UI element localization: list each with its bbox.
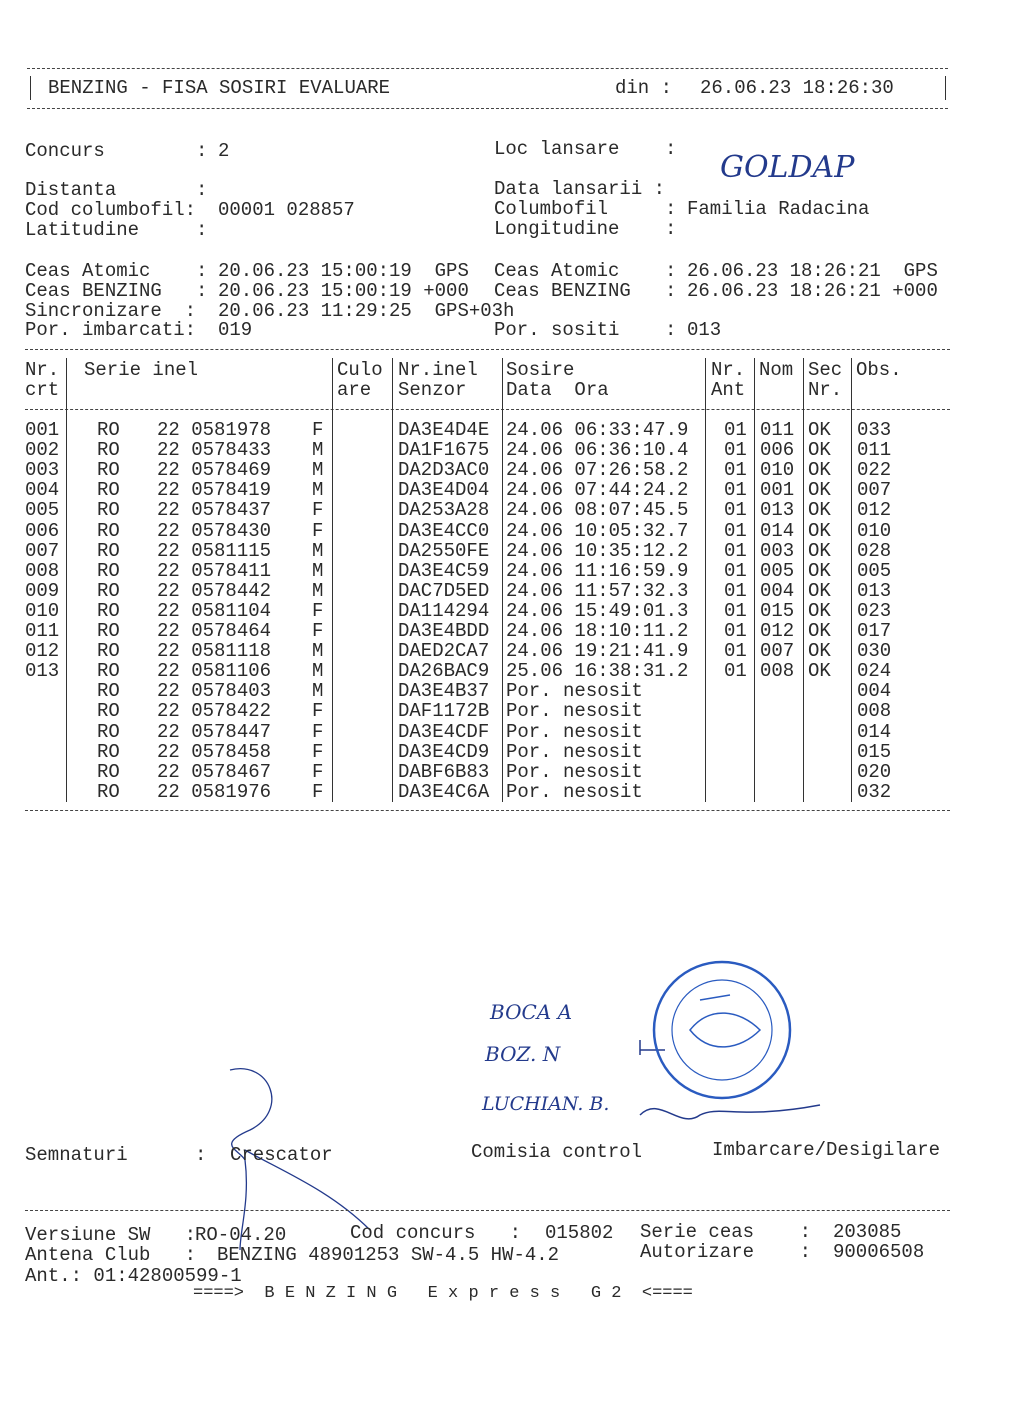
cell-sosire: Por. nesosit xyxy=(506,740,643,763)
cell-sosire: Por. nesosit xyxy=(506,680,643,703)
cell-obs: 007 xyxy=(857,479,892,502)
cell-sec: OK xyxy=(808,499,831,522)
col-sosire-header-2: Data Ora xyxy=(506,379,609,401)
cell-sosire: Por. nesosit xyxy=(506,760,643,783)
cell-serie: 22 0578467 xyxy=(157,760,272,783)
cell-tara: RO xyxy=(97,439,120,462)
ceas-atomic-label-end: Ceas Atomic : xyxy=(494,260,677,282)
cell-sec: OK xyxy=(808,620,831,642)
cell-serie: 22 0578447 xyxy=(157,720,272,743)
cell-nr: 013 xyxy=(25,660,60,683)
cell-nr: 011 xyxy=(25,620,60,642)
cell-ant: 01 xyxy=(724,539,747,562)
antena-label: Antena Club : xyxy=(25,1244,197,1266)
stamp-icon xyxy=(654,962,790,1098)
cell-tara: RO xyxy=(97,720,120,743)
cell-nom: 008 xyxy=(760,660,795,683)
cell-sosire: Por. nesosit xyxy=(506,780,643,803)
cell-senzor: DA114294 xyxy=(398,599,490,622)
handwritten-name-1: BOCA A xyxy=(490,1000,573,1024)
cell-obs: 004 xyxy=(857,680,892,703)
comisia-label: Comisia control xyxy=(471,1141,643,1163)
columbofil-label: Columbofil : xyxy=(494,198,677,220)
sositi-value: 013 xyxy=(687,319,722,341)
imbarcati-value: 019 xyxy=(218,319,253,341)
versiune-value: RO-04.20 xyxy=(195,1224,287,1246)
columbofil-value: Familia Radacina xyxy=(687,198,870,220)
col-senzor-header: Nr.inel xyxy=(398,359,478,381)
cell-sosire: 24.06 10:35:12.2 xyxy=(506,539,689,562)
handwritten-name-2: BOZ. N xyxy=(485,1042,561,1066)
sincronizare-value: 20.06.23 11:29:25 GPS+03h xyxy=(218,300,515,322)
imbarcati-label: Por. imbarcati: xyxy=(25,319,197,341)
serie-ceas-label: Serie ceas : xyxy=(640,1221,812,1243)
cod-concurs-label: Cod concurs : xyxy=(350,1222,522,1244)
cell-sec: OK xyxy=(808,660,831,683)
cell-serie: 22 0578411 xyxy=(157,559,272,582)
cell-sex: M xyxy=(312,680,324,703)
autorizare-value: 90006508 xyxy=(833,1241,925,1263)
cell-tara: RO xyxy=(97,680,120,703)
cell-sex: F xyxy=(312,760,324,783)
loc-lansare-handwritten: GOLDAP xyxy=(720,150,855,185)
cell-sec: OK xyxy=(808,519,831,542)
cell-ant: 01 xyxy=(724,559,747,582)
cell-nom: 014 xyxy=(760,519,795,542)
cell-nom: 007 xyxy=(760,640,795,663)
cell-nr: 001 xyxy=(25,419,60,441)
arrow-mark xyxy=(640,1040,665,1055)
cell-obs: 033 xyxy=(857,419,892,441)
cell-serie: 22 0581115 xyxy=(157,539,272,562)
cell-senzor: DA3E4CD9 xyxy=(398,740,490,763)
sositi-label: Por. sositi : xyxy=(494,319,677,341)
cell-sex: M xyxy=(312,640,324,663)
antena-id: Ant.: 01:42800599-1 xyxy=(25,1265,242,1287)
cell-senzor: DA1F1675 xyxy=(398,439,490,462)
data-lansarii-label: Data lansarii : xyxy=(494,178,666,200)
cell-sosire: 24.06 07:26:58.2 xyxy=(506,459,689,482)
cell-sosire: 24.06 18:10:11.2 xyxy=(506,620,689,642)
cell-sec: OK xyxy=(808,640,831,663)
cell-obs: 017 xyxy=(857,620,892,642)
cell-sex: M xyxy=(312,479,324,502)
col-nom-header: Nom xyxy=(759,359,794,381)
cell-ant: 01 xyxy=(724,499,747,522)
cell-obs: 030 xyxy=(857,640,892,663)
cell-senzor: DA3E4CC0 xyxy=(398,519,490,542)
cell-sex: F xyxy=(312,519,324,542)
cell-obs: 005 xyxy=(857,559,892,582)
cell-sec: OK xyxy=(808,579,831,602)
date-label: din : xyxy=(615,77,673,99)
cell-obs: 015 xyxy=(857,740,892,763)
cell-serie: 22 0578437 xyxy=(157,499,272,522)
cell-ant: 01 xyxy=(724,599,747,622)
cell-obs: 014 xyxy=(857,720,892,743)
cell-sex: M xyxy=(312,559,324,582)
cell-sex: M xyxy=(312,660,324,683)
col-obs-header: Obs. xyxy=(856,359,902,381)
cell-senzor: DAED2CA7 xyxy=(398,640,490,663)
cell-tara: RO xyxy=(97,479,120,502)
cell-sosire: 24.06 06:33:47.9 xyxy=(506,419,689,441)
cell-nr: 005 xyxy=(25,499,60,522)
ceas-atomic-start: 20.06.23 15:00:19 GPS xyxy=(218,260,469,282)
cell-senzor: DA3E4C6A xyxy=(398,780,490,803)
cell-senzor: DA2D3AC0 xyxy=(398,459,490,482)
cell-sex: F xyxy=(312,740,324,763)
cell-nom: 004 xyxy=(760,579,795,602)
semnaturi-label: Semnaturi xyxy=(25,1144,128,1166)
serie-ceas-value: 203085 xyxy=(833,1221,902,1243)
col-sosire-header: Sosire xyxy=(506,359,575,381)
col-nr-header: Nr. xyxy=(25,359,60,381)
cell-sex: M xyxy=(312,439,324,462)
cell-serie: 22 0581118 xyxy=(157,640,272,663)
cell-serie: 22 0578430 xyxy=(157,519,272,542)
cell-nom: 012 xyxy=(760,620,795,642)
cell-sec: OK xyxy=(808,599,831,622)
cell-sex: M xyxy=(312,459,324,482)
latitudine-label: Latitudine : xyxy=(25,219,208,241)
cod-columbofil-label: Cod columbofil: xyxy=(25,199,197,221)
cell-nom: 010 xyxy=(760,459,795,482)
cell-ant: 01 xyxy=(724,479,747,502)
cell-serie: 22 0581106 xyxy=(157,660,272,683)
cell-ant: 01 xyxy=(724,459,747,482)
cell-serie: 22 0581978 xyxy=(157,419,272,441)
cell-sex: F xyxy=(312,700,324,723)
distanta-label: Distanta : xyxy=(25,179,208,201)
ceas-benzing-label-end: Ceas BENZING : xyxy=(494,280,677,302)
col-senzor-header-2: Senzor xyxy=(398,379,467,401)
cell-sosire: 24.06 10:05:32.7 xyxy=(506,519,689,542)
col-culoare-header-2: are xyxy=(337,379,372,401)
cell-sex: F xyxy=(312,419,324,441)
cell-nom: 013 xyxy=(760,499,795,522)
cell-tara: RO xyxy=(97,559,120,582)
sincronizare-label: Sincronizare : xyxy=(25,300,197,322)
col-sec-header-2: Nr. xyxy=(808,379,843,401)
cell-ant: 01 xyxy=(724,640,747,663)
cell-nr: 010 xyxy=(25,599,60,622)
cell-sec: OK xyxy=(808,459,831,482)
cell-obs: 011 xyxy=(857,439,892,462)
cell-sex: F xyxy=(312,620,324,642)
col-nr-header-2: crt xyxy=(25,379,60,401)
cell-sosire: Por. nesosit xyxy=(506,720,643,743)
cell-ant: 01 xyxy=(724,419,747,441)
cell-tara: RO xyxy=(97,780,120,803)
brand-line: ====> B E N Z I N G E x p r e s s G 2 <==== xyxy=(193,1284,693,1303)
cell-nom: 006 xyxy=(760,439,795,462)
cell-nr: 009 xyxy=(25,579,60,602)
cell-sex: F xyxy=(312,599,324,622)
cell-nom: 001 xyxy=(760,479,795,502)
semnaturi-colon: : xyxy=(195,1144,207,1166)
imbarcare-label: Imbarcare/Desigilare xyxy=(712,1139,941,1161)
cell-sex: F xyxy=(312,720,324,743)
cell-sosire: 24.06 07:44:24.2 xyxy=(506,479,689,502)
cell-senzor: DA3E4D4E xyxy=(398,419,490,441)
cell-obs: 022 xyxy=(857,459,892,482)
cell-serie: 22 0578442 xyxy=(157,579,272,602)
col-culoare-header: Culo xyxy=(337,359,383,381)
cell-ant: 01 xyxy=(724,620,747,642)
cell-sosire: 24.06 08:07:45.5 xyxy=(506,499,689,522)
cell-senzor: DA3E4B37 xyxy=(398,680,490,703)
ceas-benzing-label: Ceas BENZING : xyxy=(25,280,208,302)
ceas-benzing-start: 20.06.23 15:00:19 +000 xyxy=(218,280,469,302)
cell-senzor: DA3E4D04 xyxy=(398,479,490,502)
cell-tara: RO xyxy=(97,640,120,663)
cell-sosire: 24.06 11:16:59.9 xyxy=(506,559,689,582)
loc-lansare-label: Loc lansare : xyxy=(494,138,677,160)
cod-concurs-value: 015802 xyxy=(545,1222,614,1244)
cell-senzor: DAF1172B xyxy=(398,700,490,723)
cell-obs: 023 xyxy=(857,599,892,622)
autorizare-label: Autorizare : xyxy=(640,1241,812,1263)
cell-sosire: 24.06 11:57:32.3 xyxy=(506,579,689,602)
cell-sex: M xyxy=(312,579,324,602)
cell-ant: 01 xyxy=(724,660,747,683)
cell-serie: 22 0578419 xyxy=(157,479,272,502)
cell-tara: RO xyxy=(97,660,120,683)
cell-obs: 032 xyxy=(857,780,892,803)
cell-serie: 22 0581976 xyxy=(157,780,272,803)
cell-nr: 006 xyxy=(25,519,60,542)
cell-nom: 011 xyxy=(760,419,795,441)
versiune-label: Versiune SW : xyxy=(25,1224,197,1246)
cell-serie: 22 0578464 xyxy=(157,620,272,642)
cell-sex: M xyxy=(312,539,324,562)
cell-senzor: DA26BAC9 xyxy=(398,660,490,683)
cell-senzor: DAC7D5ED xyxy=(398,579,490,602)
cell-tara: RO xyxy=(97,539,120,562)
cell-obs: 008 xyxy=(857,700,892,723)
document-title: BENZING - FISA SOSIRI EVALUARE xyxy=(48,77,391,99)
footer-rule xyxy=(25,1210,950,1211)
cell-senzor: DA2550FE xyxy=(398,539,490,562)
cell-nr: 007 xyxy=(25,539,60,562)
cell-serie: 22 0581104 xyxy=(157,599,272,622)
cell-sosire: 24.06 19:21:41.9 xyxy=(506,640,689,663)
cell-tara: RO xyxy=(97,599,120,622)
concurs-value: 2 xyxy=(218,140,230,162)
cell-tara: RO xyxy=(97,419,120,441)
cell-obs: 024 xyxy=(857,660,892,683)
cell-sec: OK xyxy=(808,419,831,441)
cell-tara: RO xyxy=(97,499,120,522)
cell-nom: 005 xyxy=(760,559,795,582)
col-ant-header: Nr. xyxy=(711,359,746,381)
col-serie-header: Serie inel xyxy=(84,359,199,381)
cell-ant: 01 xyxy=(724,519,747,542)
cell-nr: 002 xyxy=(25,439,60,462)
cell-serie: 22 0578458 xyxy=(157,740,272,763)
cell-senzor: DA253A28 xyxy=(398,499,490,522)
cell-sosire: 24.06 15:49:01.3 xyxy=(506,599,689,622)
cod-columbofil-value: 00001 028857 xyxy=(218,199,355,221)
cell-ant: 01 xyxy=(724,439,747,462)
cell-nr: 004 xyxy=(25,479,60,502)
cell-tara: RO xyxy=(97,459,120,482)
handwritten-name-3: LUCHIAN. B. xyxy=(482,1093,610,1115)
cell-obs: 010 xyxy=(857,519,892,542)
col-sec-header: Sec xyxy=(808,359,843,381)
cell-sec: OK xyxy=(808,539,831,562)
ceas-benzing-end: 26.06.23 18:26:21 +000 xyxy=(687,280,938,302)
cell-sosire: 25.06 16:38:31.2 xyxy=(506,660,689,683)
cell-nr: 012 xyxy=(25,640,60,663)
commission-signature xyxy=(640,1105,820,1119)
cell-senzor: DA3E4BDD xyxy=(398,620,490,642)
cell-nr: 003 xyxy=(25,459,60,482)
cell-senzor: DA3E4C59 xyxy=(398,559,490,582)
cell-senzor: DABF6B83 xyxy=(398,760,490,783)
cell-serie: 22 0578422 xyxy=(157,700,272,723)
antena-value: BENZING 48901253 SW-4.5 HW-4.2 xyxy=(217,1244,560,1266)
cell-nom: 003 xyxy=(760,539,795,562)
col-ant-header-2: Ant xyxy=(711,379,746,401)
cell-serie: 22 0578469 xyxy=(157,459,272,482)
cell-sosire: Por. nesosit xyxy=(506,700,643,723)
cell-serie: 22 0578433 xyxy=(157,439,272,462)
ceas-atomic-end: 26.06.23 18:26:21 GPS xyxy=(687,260,938,282)
cell-serie: 22 0578403 xyxy=(157,680,272,703)
concurs-label: Concurs : xyxy=(25,140,208,162)
ceas-atomic-label: Ceas Atomic : xyxy=(25,260,208,282)
cell-obs: 028 xyxy=(857,539,892,562)
cell-obs: 013 xyxy=(857,579,892,602)
cell-sex: F xyxy=(312,780,324,803)
cell-tara: RO xyxy=(97,760,120,783)
cell-tara: RO xyxy=(97,519,120,542)
cell-obs: 020 xyxy=(857,760,892,783)
cell-sosire: 24.06 06:36:10.4 xyxy=(506,439,689,462)
date-value: 26.06.23 18:26:30 xyxy=(700,77,894,99)
longitudine-label: Longitudine : xyxy=(494,218,677,240)
cell-sex: F xyxy=(312,499,324,522)
cell-nr: 008 xyxy=(25,559,60,582)
cell-ant: 01 xyxy=(724,579,747,602)
cell-sec: OK xyxy=(808,559,831,582)
crescator-label: Crescator xyxy=(230,1144,333,1166)
cell-obs: 012 xyxy=(857,499,892,522)
cell-sec: OK xyxy=(808,479,831,502)
cell-senzor: DA3E4CDF xyxy=(398,720,490,743)
cell-sec: OK xyxy=(808,439,831,462)
cell-tara: RO xyxy=(97,579,120,602)
cell-nom: 015 xyxy=(760,599,795,622)
cell-tara: RO xyxy=(97,620,120,642)
cell-tara: RO xyxy=(97,700,120,723)
cell-tara: RO xyxy=(97,740,120,763)
